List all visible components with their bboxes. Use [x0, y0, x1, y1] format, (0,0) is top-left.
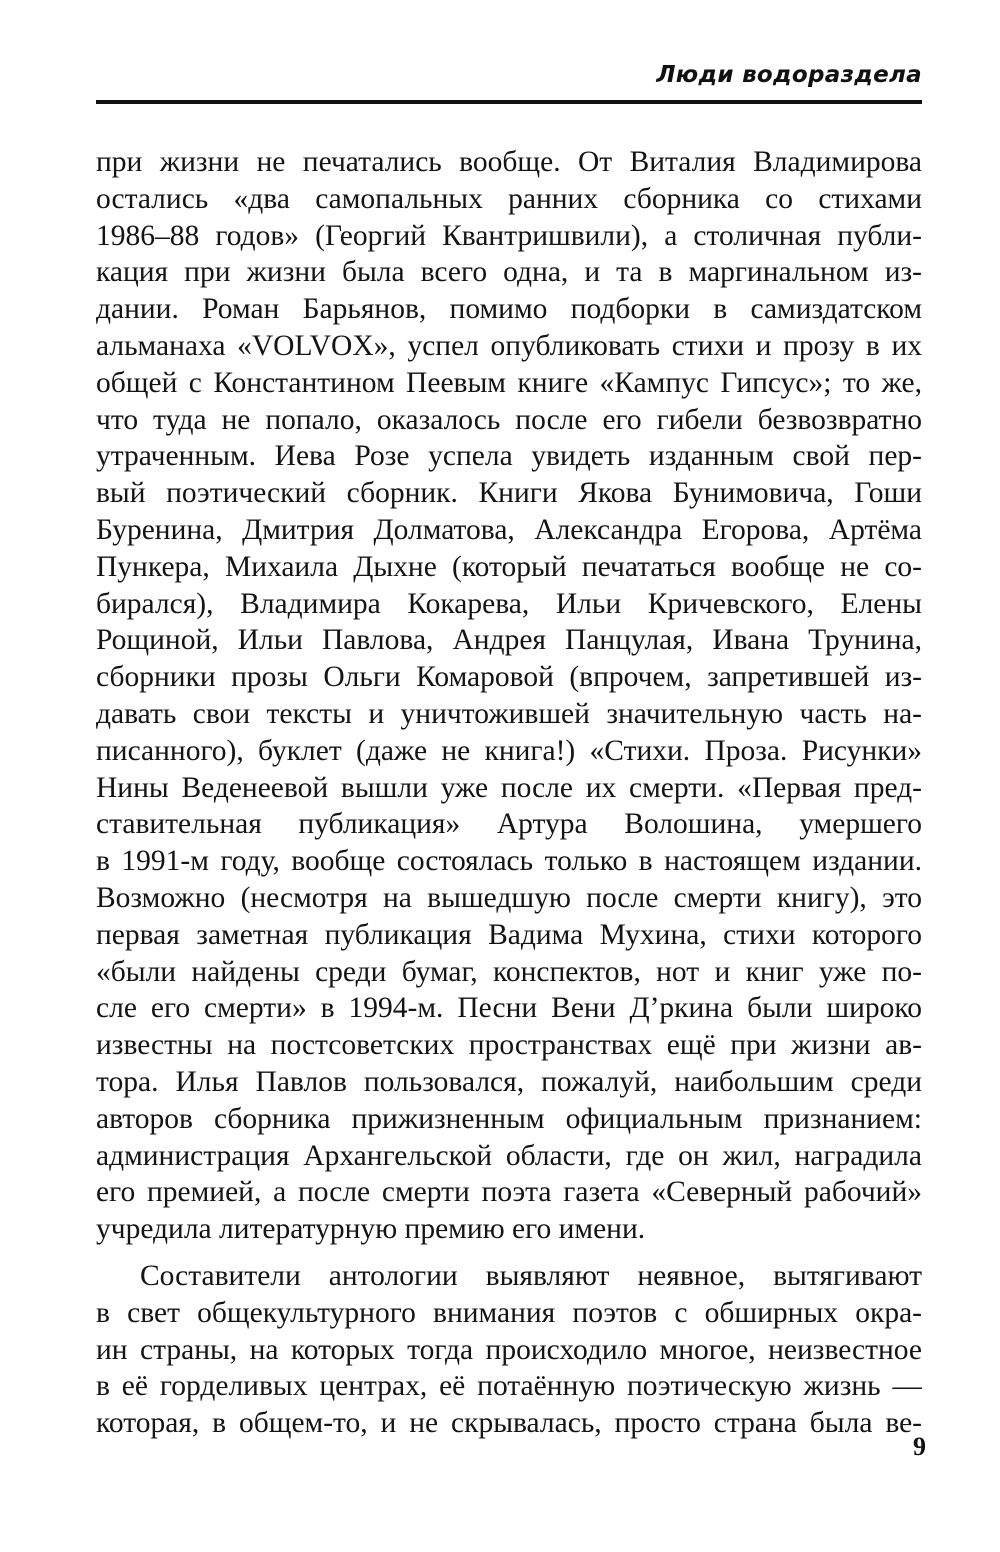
text-line: в свет общекультурного внимания поэтов с обширных окра-: [96, 1296, 922, 1329]
text-line: сле его смерти» в 1994-м. Песни Вени Д’ркина были широко: [96, 992, 922, 1025]
text-line: вый поэтический сборник. Книги Якова Бунимовича, Гоши: [96, 477, 922, 510]
text-line: давать свои тексты и уничтожившей значительную часть на-: [96, 697, 922, 730]
text-line: в 1991-м году, вообще состоялась только в настоящем издании.: [96, 845, 922, 878]
text-line: администрация Архангельской области, где он жил, наградила: [96, 1139, 922, 1172]
paragraph-2: [96, 1258, 922, 1442]
text-line: альманаха «VOLVOX», успел опубликовать стихи и прозу в их: [96, 329, 922, 362]
text-line: «были найдены среди бумаг, конспектов, нот и книг уже по-: [96, 955, 922, 988]
text-line: бирался), Владимира Кокарева, Ильи Кричевского, Елены: [96, 587, 922, 620]
text-line: Составители антологии выявляют неявное, вытягивают: [140, 1259, 922, 1292]
text-line: Нины Веденеевой вышли уже после их смерти. «Первая пред-: [96, 771, 922, 804]
text-line: утраченным. Иева Розе успела увидеть изданным свой пер-: [96, 440, 922, 473]
text-line: писанного), буклет (даже не книга!) «Стихи. Проза. Рисунки»: [96, 734, 922, 767]
text-line: Рощиной, Ильи Павлова, Андрея Панцулая, Ивана Трунина,: [96, 624, 922, 657]
text-line: ставительная публикация» Артура Волошина, умершего: [96, 808, 922, 841]
text-line: его премией, а после смерти поэта газета «Северный рабочий»: [96, 1176, 922, 1209]
text-line: ин страны, на которых тогда происходило многое, неизвестное: [96, 1333, 922, 1366]
page-number: 9: [913, 1432, 926, 1461]
text-line: что туда не попало, оказалось после его гибели безвозвратно: [96, 403, 922, 436]
paragraph-1: [96, 144, 922, 1248]
text-line: кация при жизни была всего одна, и та в маргинальном из-: [96, 256, 922, 289]
text-line: учредила литературную премию его имени.: [96, 1213, 646, 1246]
text-line: Буренина, Дмитрия Долматова, Александра Егорова, Артёма: [96, 513, 922, 546]
text-line: 1986–88 годов» (Георгий Квантришвили), а столичная публи-: [96, 219, 922, 252]
text-line: дании. Роман Барьянов, помимо подборки в самиздатском: [96, 293, 922, 326]
text-line: общей с Константином Пеевым книге «Кампус Гипсус»; то же,: [96, 366, 922, 399]
text-line: в её горделивых центрах, её потаённую поэтическую жизнь —: [96, 1370, 922, 1403]
text-line: авторов сборника прижизненным официальным признанием:: [96, 1102, 922, 1135]
text-line: Пункера, Михаила Дыхне (который печататься вообще не со-: [96, 550, 922, 583]
text-line: первая заметная публикация Вадима Мухина, стихи которого: [96, 918, 922, 951]
text-line: при жизни не печатались вообще. От Виталия Владимирова: [96, 146, 922, 178]
text-line: известны на постсоветских пространствах ещё при жизни ав-: [96, 1029, 922, 1062]
body-text: [96, 144, 922, 1442]
text-line: Возможно (несмотря на вышедшую после смерти книгу), это: [96, 881, 922, 914]
header-rule: [96, 100, 922, 104]
text-line: остались «два самопальных ранних сборника со стихами: [96, 182, 922, 215]
paragraph-spacer: [96, 1248, 922, 1258]
text-line: тора. Илья Павлов пользовался, пожалуй, наибольшим среди: [96, 1065, 922, 1098]
text-line: сборники прозы Ольги Комаровой (впрочем, запретившей из-: [96, 661, 922, 694]
running-head: Люди водораздела: [656, 62, 922, 88]
text-line: которая, в общем-то, и не скрывалась, просто страна была ве-: [96, 1407, 922, 1440]
